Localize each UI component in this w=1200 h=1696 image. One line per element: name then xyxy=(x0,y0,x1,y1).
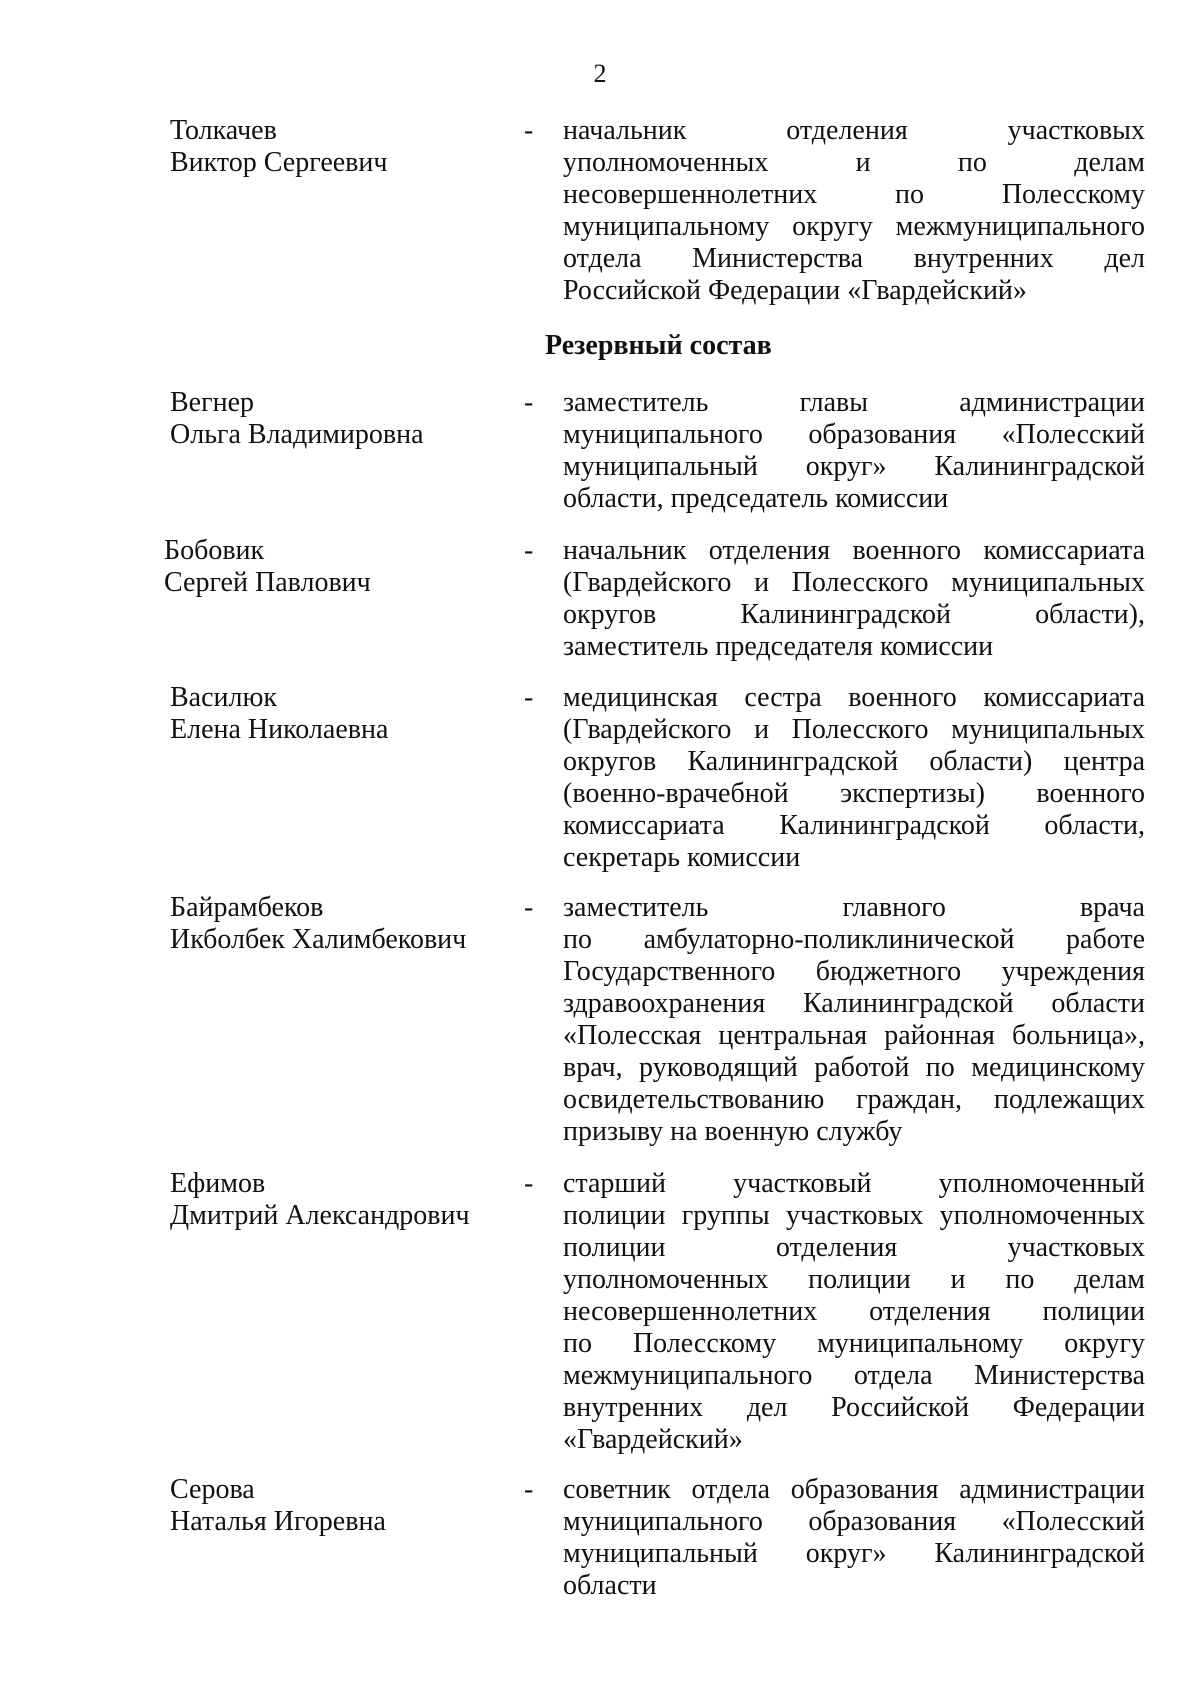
position-line: старший участковый уполномоченный xyxy=(563,1168,1145,1199)
position-line: «Гвардейский» xyxy=(563,1424,743,1455)
member-position xyxy=(563,1168,1145,1456)
member-given-name: Наталья Игоревна xyxy=(170,1506,386,1537)
position-line: заместитель председателя комиссии xyxy=(563,631,994,662)
position-line: полиции отделения участковых xyxy=(563,1232,1145,1263)
position-line: муниципального образования «Полесский xyxy=(563,1506,1145,1537)
member-given-name: Дмитрий Александрович xyxy=(170,1200,470,1231)
dash-separator: - xyxy=(524,387,534,418)
position-line: Российской Федерации «Гвардейский» xyxy=(563,275,1027,306)
position-line: несовершеннолетних по Полесскому xyxy=(563,179,1145,210)
position-line: уполномоченных полиции и по делам xyxy=(563,1264,1145,1295)
position-line: освидетельствованию граждан, подлежащих xyxy=(563,1084,1145,1115)
member-given-name: Елена Николаевна xyxy=(170,714,389,745)
position-line: (Гвардейского и Полесского муниципальных xyxy=(563,714,1145,745)
position-line: секретарь комиссии xyxy=(563,842,801,873)
dash-separator: - xyxy=(524,535,534,566)
member-surname: Серова xyxy=(170,1474,255,1505)
member-surname: Толкачев xyxy=(170,115,277,146)
member-given-name: Ольга Владимировна xyxy=(170,419,424,450)
position-line: медицинская сестра военного комиссариата xyxy=(563,682,1145,713)
member-given-name: Виктор Сергеевич xyxy=(170,147,388,178)
page-number: 2 xyxy=(593,59,607,88)
position-line: (военно-врачебной экспертизы) военного xyxy=(563,778,1145,809)
position-line: комиссариата Калининградской области, xyxy=(563,810,1145,841)
position-line: округов Калининградской области), xyxy=(563,599,1145,630)
position-line: заместитель главного врача xyxy=(563,892,1145,923)
member-position xyxy=(563,387,1145,515)
position-line: заместитель главы администрации xyxy=(563,387,1145,418)
position-line: советник отдела образования администрации xyxy=(563,1474,1145,1505)
position-line: по амбулаторно-поликлинической работе xyxy=(563,924,1145,955)
member-given-name: Икболбек Халимбекович xyxy=(170,924,467,955)
dash-separator: - xyxy=(524,1474,534,1505)
position-line: области xyxy=(563,1570,657,1601)
member-surname: Ефимов xyxy=(170,1168,266,1199)
position-line: округов Калининградской области) центра xyxy=(563,746,1145,777)
member-position xyxy=(563,1474,1145,1602)
position-line: области, председатель комиссии xyxy=(563,483,949,514)
position-line: здравоохранения Калининградской области xyxy=(563,988,1145,1019)
position-line: полиции группы участковых уполномоченных xyxy=(563,1200,1145,1231)
member-name xyxy=(170,1168,530,1232)
member-position xyxy=(563,115,1145,307)
section-heading: Резервный состав xyxy=(545,330,772,361)
position-line: муниципальный округ» Калининградской xyxy=(563,1538,1145,1569)
position-line: несовершеннолетних отделения полиции xyxy=(563,1296,1145,1327)
member-given-name: Сергей Павлович xyxy=(164,567,371,598)
member-position xyxy=(563,892,1145,1148)
position-line: Государственного бюджетного учреждения xyxy=(563,956,1145,987)
member-surname: Вегнер xyxy=(170,387,254,418)
member-name xyxy=(170,1474,530,1538)
position-line: муниципальному округу межмуниципального xyxy=(563,211,1145,242)
member-name xyxy=(170,892,530,956)
member-surname: Байрамбеков xyxy=(170,892,324,923)
position-line: начальник отделения участковых xyxy=(563,115,1145,146)
position-line: внутренних дел Российской Федерации xyxy=(563,1392,1145,1423)
member-name xyxy=(170,682,530,746)
position-line: начальник отделения военного комиссариата xyxy=(563,535,1145,566)
member-name xyxy=(164,535,524,599)
member-position xyxy=(563,535,1145,663)
dash-separator: - xyxy=(524,1168,534,1199)
position-line: призыву на военную службу xyxy=(563,1116,903,1147)
member-name xyxy=(170,387,530,451)
position-line: врач, руководящий работой по медицинскому xyxy=(563,1052,1145,1083)
dash-separator: - xyxy=(524,682,534,713)
position-line: (Гвардейского и Полесского муниципальных xyxy=(563,567,1145,598)
position-line: по Полесскому муниципальному округу xyxy=(563,1328,1145,1359)
position-line: «Полесская центральная районная больница», xyxy=(563,1020,1145,1051)
member-name xyxy=(170,115,530,179)
dash-separator: - xyxy=(524,115,534,146)
member-surname: Василюк xyxy=(170,682,278,713)
position-line: муниципального образования «Полесский xyxy=(563,419,1145,450)
position-line: уполномоченных и по делам xyxy=(563,147,1145,178)
position-line: отдела Министерства внутренних дел xyxy=(563,243,1145,274)
member-surname: Бобовик xyxy=(164,535,265,566)
member-position xyxy=(563,682,1145,874)
position-line: межмуниципального отдела Министерства xyxy=(563,1360,1145,1391)
position-line: муниципальный округ» Калининградской xyxy=(563,451,1145,482)
dash-separator: - xyxy=(524,892,534,923)
